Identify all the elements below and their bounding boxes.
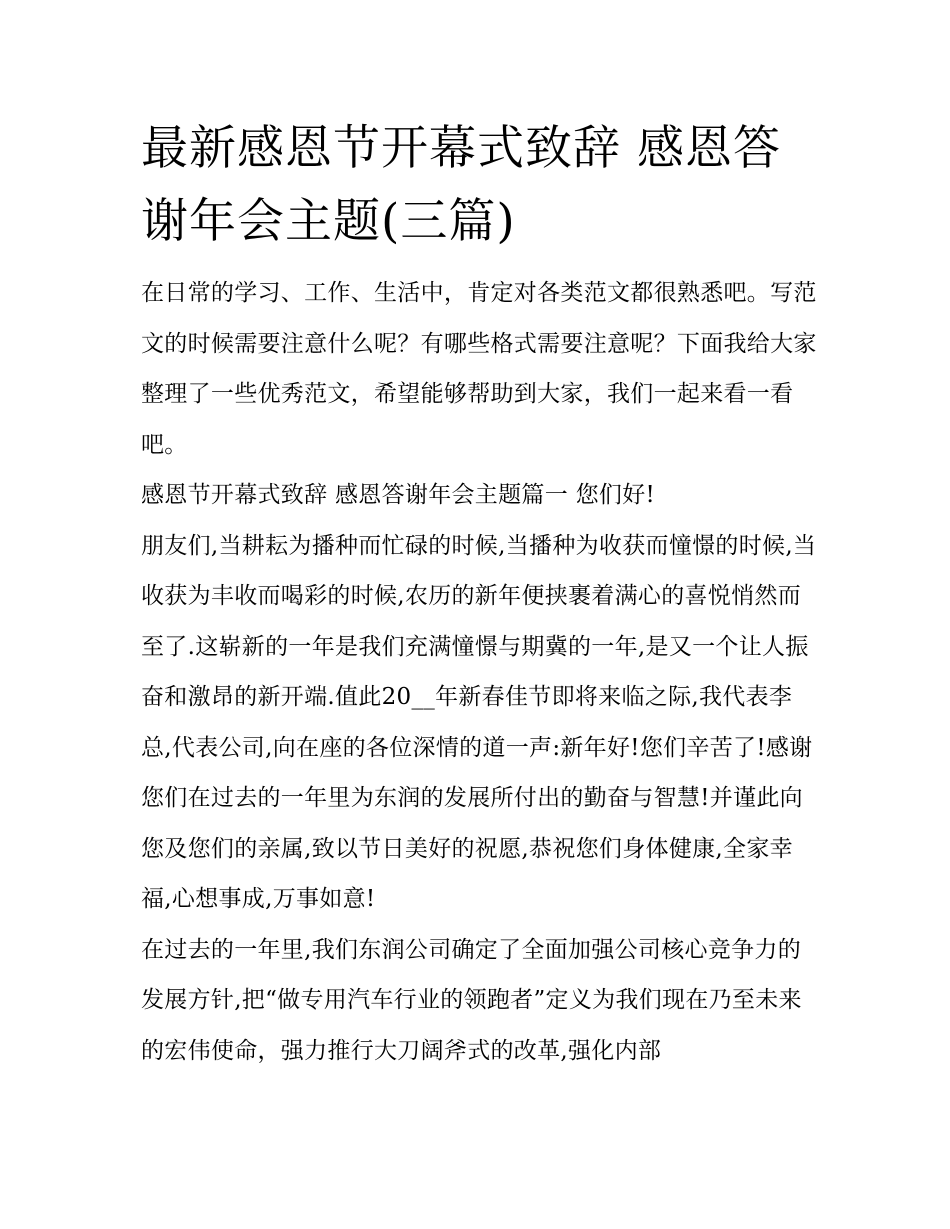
greeting-paragraph: 朋友们,当耕耘为播种而忙碌的时候,当播种为收获而憧憬的时候,当收获为丰收而喝彩的时候,农历的新年便挟裹着满心的喜悦悄然而至了.这崭新的一年是我们充满憧憬与期冀的一年,是又一个让人振奋和激昂的新开端.值此20__年新春佳节即将来临之际,我代表李总,代表公司,向在座的各位深情的道一声:新年好!您们辛苦了!感谢您们在过去的一年里为东润的发展所付出的勤奋与智慧!并谨此向您及您们的亲属,致以节日美好的祝愿,恭祝您们身体健康,全家幸福,心想事成,万事如意! [141, 532, 817, 912]
intro-paragraph: 在日常的学习、工作、生活中，肯定对各类范文都很熟悉吧。写范文的时候需要注意什么呢？有哪些格式需要注意呢？下面我给大家整理了一些优秀范文，希望能够帮助到大家，我们一起来看一看吧。 [141, 280, 817, 458]
document-title: 最新感恩节开幕式致辞 感恩答谢年会主题(三篇) [141, 121, 781, 249]
document-page [141, 112, 821, 1076]
review-paragraph: 在过去的一年里,我们东润公司确定了全面加强公司核心竞争力的发展方针,把“做专用汽车行业的领跑者”定义为我们现在乃至未来的宏伟使命，强力推行大刀阔斧式的改革,强化内部 [141, 936, 802, 1064]
section-heading-paragraph: 感恩节开幕式致辞 感恩答谢年会主题篇一 您们好! [141, 482, 656, 508]
